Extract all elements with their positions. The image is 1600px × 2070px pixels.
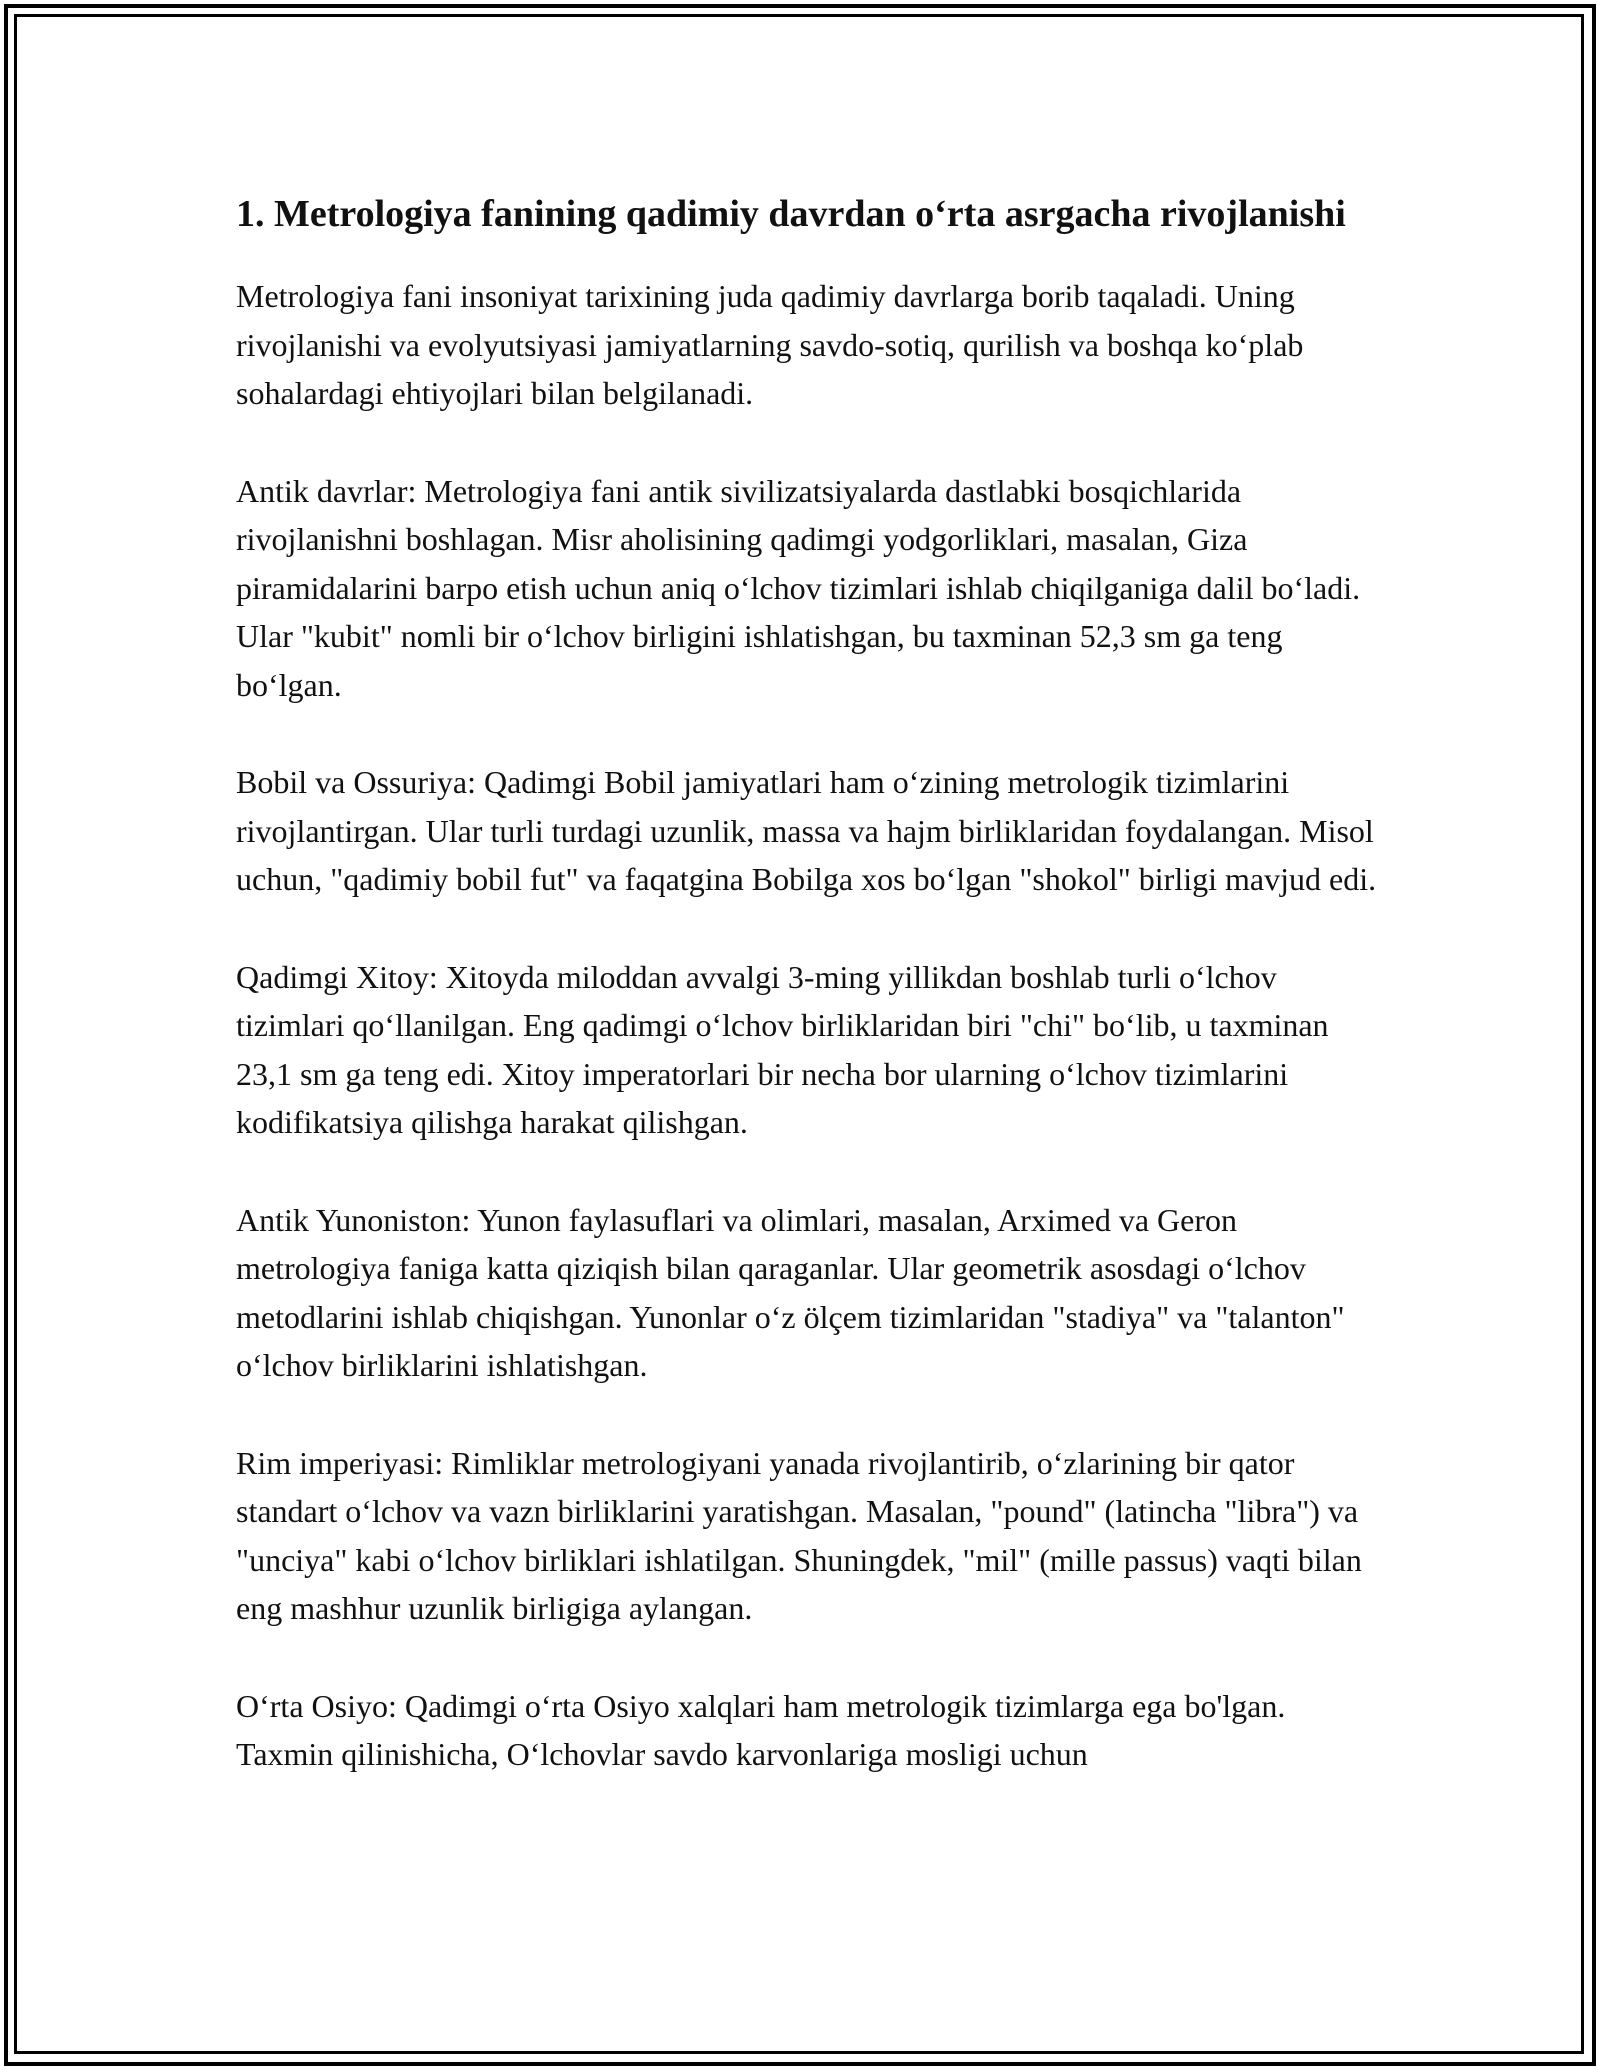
paragraph-orta-osiyo: O‘rta Osiyo: Qadimgi o‘rta Osiyo xalqlari ham metrologik tizimlarga ega bo'lgan. Taxmin qilinishicha, O‘lchovlar savdo karvonlariga mosligi uchun <box>236 1687 1286 1772</box>
paragraph-intro: Metrologiya fani insoniyat tarixining juda qadimiy davrlarga borib taqaladi. Uning rivojlanishi va evolyutsiyasi jamiyatlarning savdo-sotiq, qurilish va boshqa ko‘plab sohalardagi ehtiyojlari bilan belgilanadi. <box>236 278 1304 411</box>
paragraph-bobil-ossuriya: Bobil va Ossuriya: Qadimgi Bobil jamiyatlari ham o‘zining metrologik tizimlarini rivojlantirgan. Ular turli turdagi uzunlik, massa va hajm birliklaridan foydalangan. Misol uchun, "qadimiy bobil fut" va faqatgina Bobilga xos bo‘lgan "shokol" birligi mavjud edi. <box>236 764 1377 897</box>
section-heading: 1. Metrologiya fanining qadimiy davrdan o‘rta asrgacha rivojlanishi <box>236 193 1346 235</box>
paragraph-antik-yunoniston: Antik Yunoniston: Yunon faylasuflari va olimlari, masalan, Arximed va Geron metrologiya faniga katta qiziqish bilan qaraganlar. Ular geometrik asosdagi o‘lchov metodlarini ishlab chiqishgan. Yunonlar o‘z ölçem tizimlaridan "stadiya" va "talanton" o‘lchov birliklarini ishlatishgan. <box>236 1201 1345 1383</box>
document-body <box>236 186 1386 1828</box>
paragraph-qadimgi-xitoy: Qadimgi Xitoy: Xitoyda miloddan avvalgi 3-ming yillikdan boshlab turli o‘lchov tizimlari qo‘llanilgan. Eng qadimgi o‘lchov birliklaridan biri "chi" bo‘lib, u taxminan 23,1 sm ga teng edi. Xitoy imperatorlari bir necha bor ularning o‘lchov tizimlarini kodifikatsiya qilishga harakat qilishgan. <box>236 958 1329 1140</box>
paragraph-antik-davrlar: Antik davrlar: Metrologiya fani antik sivilizatsiyalarda dastlabki bosqichlarida rivojlanishni boshlagan. Misr aholisining qadimgi yodgorliklari, masalan, Giza piramidalarini barpo etish uchun aniq o‘lchov tizimlari ishlab chiqilganiga dalil bo‘ladi. Ular "kubit" nomli bir o‘lchov birligini ishlatishgan, bu taxminan 52,3 sm ga teng bo‘lgan. <box>236 472 1361 703</box>
paragraph-rim-imperiyasi: Rim imperiyasi: Rimliklar metrologiyani yanada rivojlantirib, o‘zlarining bir qator standart o‘lchov va vazn birliklarini yaratishgan. Masalan, "pound" (latincha "libra") va "unciya" kabi o‘lchov birliklari ishlatilgan. Shuningdek, "mil" (mille passus) vaqti bilan eng mashhur uzunlik birligiga aylangan. <box>236 1444 1362 1626</box>
